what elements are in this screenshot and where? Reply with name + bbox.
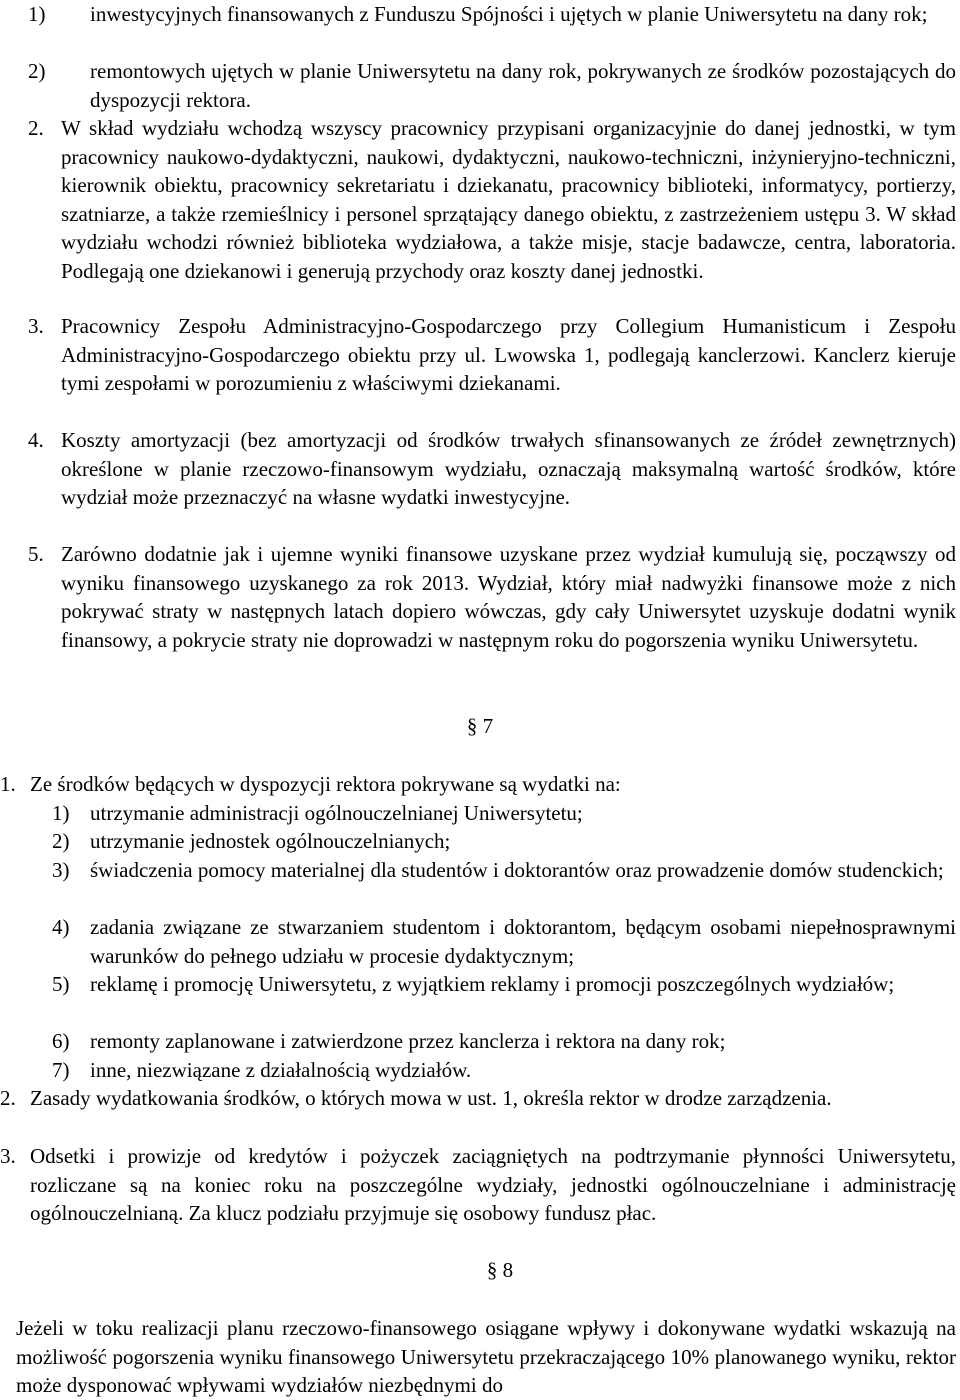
point-text: Pracownicy Zespołu Administracyjno-Gospodarczego przy Collegium Humanisticum i Zespołu Administracyjno-Gospodarczego obiektu przy ul. Lwowska 1, podlegają kanclerzowi. Kanclerz kieruje tymi zespołami w porozumieniu z właściwymi dziekanami. xyxy=(61,314,956,396)
paragraph-point xyxy=(0,770,956,799)
paragraph-point xyxy=(0,1084,956,1113)
list-item xyxy=(28,0,956,29)
list-item-text: inne, niezwiązane z działalnością wydziałów. xyxy=(90,1058,472,1082)
list-item xyxy=(52,1056,956,1085)
paragraph-point xyxy=(0,1142,956,1228)
point-number: 2. xyxy=(28,116,44,140)
paragraph-point xyxy=(28,114,956,286)
list-item xyxy=(52,827,956,856)
point-number: 4. xyxy=(28,428,44,452)
list-item-number: 1) xyxy=(28,2,46,26)
list-item-text: zadania związane ze stwarzaniem studentom i doktorantom, będącym osobami niepełnosprawnymi warunków do pełnego udziału w procesie dydaktycznym; xyxy=(90,915,956,968)
list-item-number: 5) xyxy=(52,972,70,996)
list-item xyxy=(52,913,956,970)
list-item-number: 2) xyxy=(28,59,46,83)
section-heading-7: § 7 xyxy=(466,714,494,738)
point-text: Koszty amortyzacji (bez amortyzacji od środków trwałych sfinansowanych ze źródeł zewnętrznych) określone w planie rzeczowo-finansowym wydziału, oznaczają maksymalną wartość środków, które wydział może przeznaczyć na własne wydatki inwestycyjne. xyxy=(61,428,956,510)
list-item xyxy=(28,57,956,114)
list-item-text: utrzymanie jednostek ogólnouczelnianych; xyxy=(90,829,451,853)
section-heading-8: § 8 xyxy=(486,1258,514,1282)
paragraph-point xyxy=(28,540,956,654)
list-item-text: remonty zaplanowane i zatwierdzone przez kanclerza i rektora na dany rok; xyxy=(90,1029,726,1053)
section-8-text: Jeżeli w toku realizacji planu rzeczowo-finansowego osiągane wpływy i dokonywane wydatki wskazują na możliwość pogorszenia wyniku finansowego Uniwersytetu przekraczającego 10% planowanego wyniku, rektor może dysponować wpływami wydziałów niezbędnymi do xyxy=(16,1316,956,1398)
point-number: 3. xyxy=(28,314,44,338)
list-item-number: 3) xyxy=(52,858,70,882)
point-number: 5. xyxy=(28,542,44,566)
list-item-text: reklamę i promocję Uniwersytetu, z wyjątkiem reklamy i promocji poszczególnych wydziałów; xyxy=(90,972,895,996)
point-text: Ze środków będących w dyspozycji rektora pokrywane są wydatki na: xyxy=(30,772,621,796)
list-item xyxy=(52,799,956,828)
point-text: Zasady wydatkowania środków, o których mowa w ust. 1, określa rektor w drodze zarządzenia. xyxy=(30,1086,832,1110)
list-item-number: 1) xyxy=(52,801,70,825)
point-text: Odsetki i prowizje od kredytów i pożyczek zaciągniętych na podtrzymanie płynności Uniwersytetu, rozliczane są na koniec roku na poszczególne wydziały, jednostki ogólnouczelniane i administrację ogólnouczelnianą. Za klucz podziału przyjmuje się osobowy fundusz płac. xyxy=(30,1144,956,1226)
list-item-number: 4) xyxy=(52,915,70,939)
point-text: W skład wydziału wchodzą wszyscy pracownicy przypisani organizacyjnie do danej jednostki, w tym pracownicy naukowo-dydaktyczni, naukowi, dydaktyczni, naukowo-techniczni, inżynieryjno-techniczni, kierownik obiektu, pracownicy sekretariatu i dziekanatu, pracownicy biblioteki, informatycy, portierzy, szatniarze, a także rzemieślnicy i personel sprzątający danego obiektu, z zastrzeżeniem ustępu 3. W skład wydziału wchodzi również biblioteka wydziałowa, a także misje, stacje badawcze, centra, laboratoria. Podlegają one dziekanowi i generują przychody oraz koszty danej jednostki. xyxy=(61,116,956,283)
point-number: 2. xyxy=(0,1086,16,1110)
point-number: 3. xyxy=(0,1144,16,1168)
paragraph-point xyxy=(28,312,956,398)
point-text: Zarówno dodatnie jak i ujemne wyniki finansowe uzyskane przez wydział kumulują się, począwszy od wyniku finansowego uzyskanego za rok 2013. Wydział, który miał nadwyżki finansowe może z nich pokrywać straty w następnych latach dopiero wówczas, gdy cały Uniwersytet uzyskuje dodatni wynik finansowy, a pokrycie straty nie doprowadzi w następnym roku do pogorszenia wyniku Uniwersytetu. xyxy=(61,542,956,652)
list-item xyxy=(52,856,956,885)
list-item-text: remontowych ujętych w planie Uniwersytetu na dany rok, pokrywanych ze środków pozostających do dyspozycji rektora. xyxy=(90,59,956,112)
list-item-number: 7) xyxy=(52,1058,70,1082)
list-item-number: 6) xyxy=(52,1029,70,1053)
list-item-text: utrzymanie administracji ogólnouczelnianej Uniwersytetu; xyxy=(90,801,583,825)
point-number: 1. xyxy=(0,772,16,796)
list-item-text: inwestycyjnych finansowanych z Funduszu Spójności i ujętych w planie Uniwersytetu na dany rok; xyxy=(90,2,928,26)
list-item-number: 2) xyxy=(52,829,70,853)
list-item-text: świadczenia pomocy materialnej dla studentów i doktorantów oraz prowadzenie domów studenckich; xyxy=(90,858,944,882)
paragraph-point xyxy=(28,426,956,512)
list-item xyxy=(52,1027,956,1056)
list-item xyxy=(52,970,956,999)
